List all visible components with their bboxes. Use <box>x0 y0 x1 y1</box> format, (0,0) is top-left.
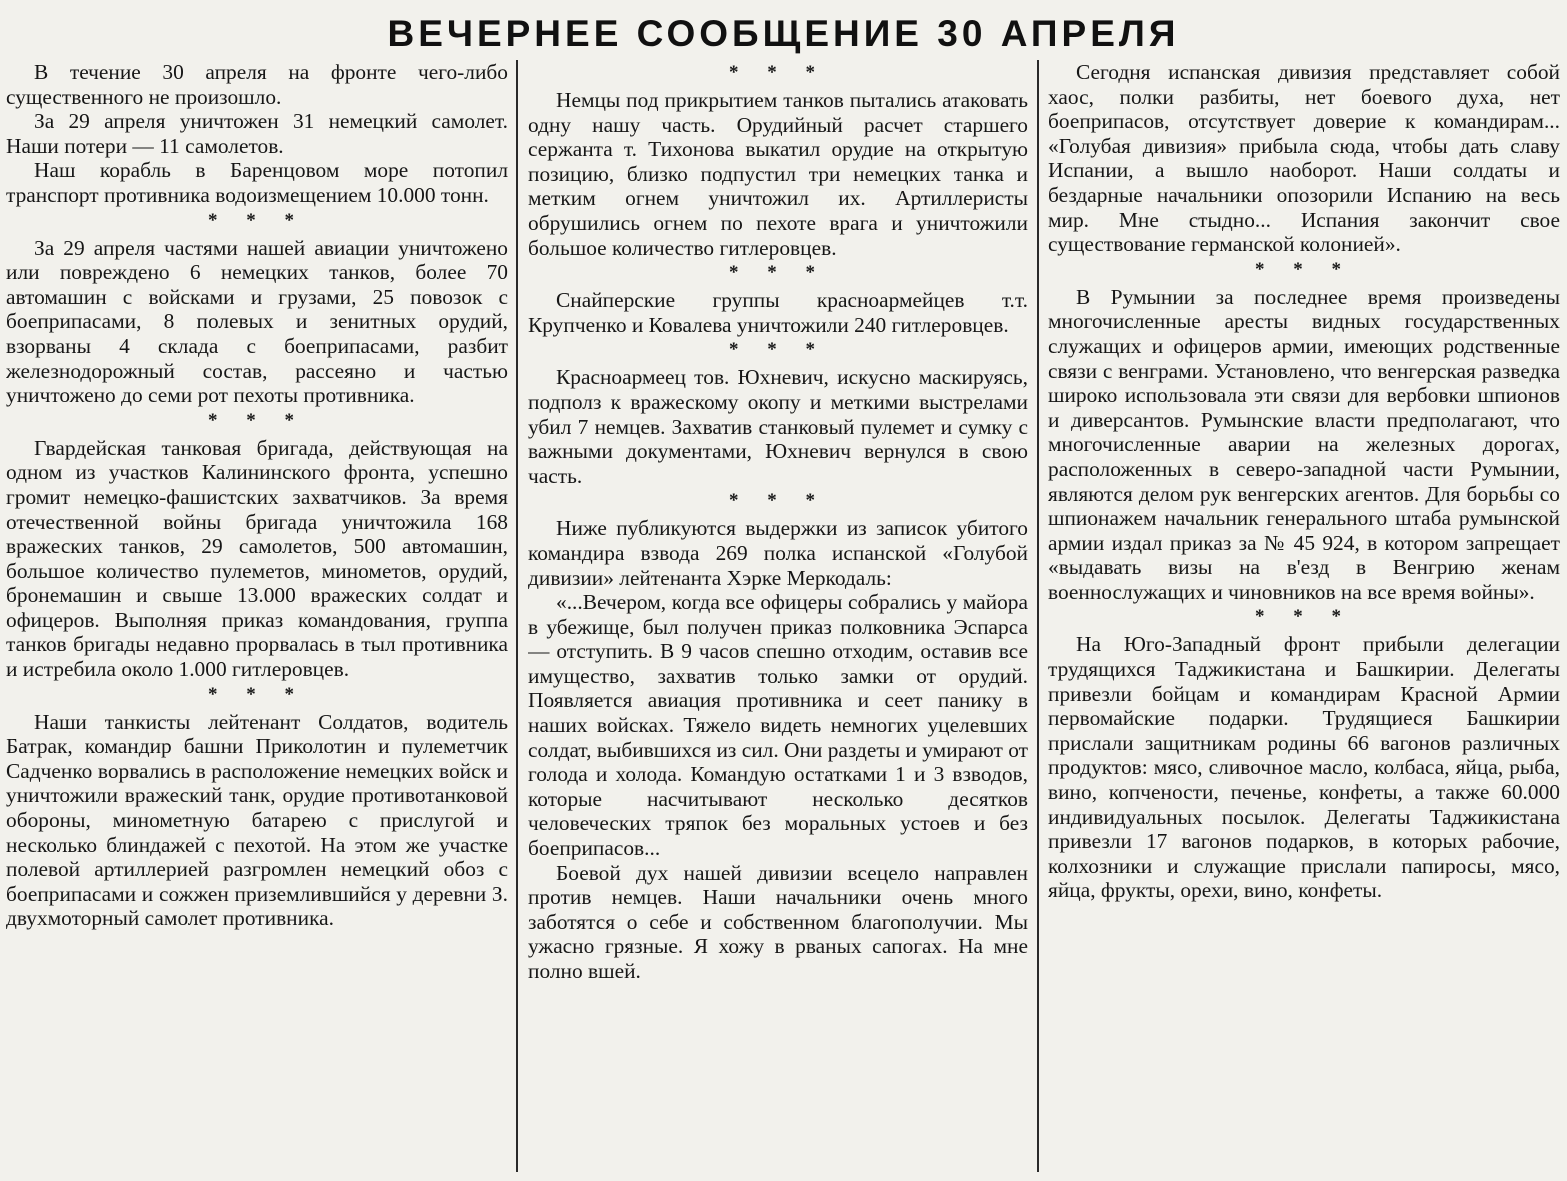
article-paragraph: Ниже публикуются выдержки из записок убитого командира взвода 269 полка испанской «Голубой дивизии» лейтенанта Хэрке Меркодаль: <box>528 516 1028 590</box>
article-paragraph: Боевой дух нашей дивизии всецело направлен против немцев. Наши начальники очень много заботятся о себе и собственном благополучии. Мы ужасно грязные. Я хожу в рваных сапогах. На мне полно вшей. <box>528 860 1028 983</box>
article-paragraph: В Румынии за последнее время произведены многочисленные аресты видных государственных служащих и офицеров армии, имеющих родственные связи с венграми. Установлено, что венгерская разведка широко использовала эти связи для вербовки шпионов и диверсантов. Румынские власти предполагают, что многочисленные аварии на железных дорогах, расположенных в северо-западной части Румынии, являются делом рук венгерских агентов. Для борьбы со шпионажем начальник генерального штаба румынской армии издал приказ за № 45 924, в котором запрещает «выдавать визы на в'езд в Венгрию женам военнослужащих и чиновников на все время войны». <box>1048 284 1560 604</box>
article-paragraph: Сегодня испанская дивизия представляет собой хаос, полки разбиты, нет боевого духа, нет боеприпасов, отсутствует доверие к командирам... «Голубая дивизия» прибыла сюда, чтобы дать славу Испании, а вышло наоборот. Наши солдаты и бездарные начальники опозорили Испанию на весь мир. Мне стыдно... Испания закончит свое существование германской колонией». <box>1048 60 1560 257</box>
article-paragraph: Наш корабль в Баренцовом море потопил транспорт противника водоизмещением 10.000 тонн. <box>6 158 508 207</box>
article-paragraph: В течение 30 апреля на фронте чего-либо существенного не произошло. <box>6 60 508 109</box>
column-divider <box>1037 60 1039 1172</box>
column-3 <box>1048 60 1560 1175</box>
section-separator: * * * <box>208 683 306 705</box>
section-separator: * * * <box>1255 258 1353 280</box>
section-separator: * * * <box>1255 606 1353 628</box>
article-paragraph: За 29 апреля частями нашей авиации уничтожено или повреждено 6 немецких танков, более 70 автомашин с войсками и грузами, 25 повозок с боеприпасами, 8 полевых и зенитных орудий, взорваны 4 склада с боеприпасами, разбит железнодорожный состав, рассеяно и частью уничтожено до семи рот пехоты противника. <box>6 235 508 408</box>
article-paragraph: На Юго-Западный фронт прибыли делегации трудящихся Таджикистана и Башкирии. Делегаты привезли бойцам и командирам Красной Армии первомайские подарки. Трудящиеся Башкирии прислали защитникам родины 66 вагонов различных продуктов: мясо, сливочное масло, колбаса, яйца, рыба, вино, копчености, печенье, конфеты, а также 60.000 индивидуальных посылок. Делегаты Таджикистана привезли 17 вагонов подарков, в которых рабочие, колхозники и служащие прислали папиросы, мясо, яйца, фрукты, орехи, вино, конфеты. <box>1048 632 1560 903</box>
article-paragraph: Немцы под прикрытием танков пытались атаковать одну нашу часть. Орудийный расчет старшего сержанта т. Тихонова выкатил орудие на открытую позицию, близко подпустил три немецких танка и метким огнем уничтожил их. Артиллеристы обрушились огнем по пехоте врага и уничтожили большое количество гитлеровцев. <box>528 88 1028 260</box>
section-separator: * * * <box>729 490 827 512</box>
column-2 <box>528 60 1028 1175</box>
article-paragraph: Гвардейская танковая бригада, действующая на одном из участков Калининского фронта, успешно громит немецко-фашистских захватчиков. За время отечественной войны бригада уничтожила 168 вражеских танков, 29 самолетов, 500 автомашин, большое количество пулеметов, минометов, орудий, бронемашин и свыше 13.000 вражеских солдат и офицеров. Выполняя приказ командования, группа танков бригады недавно прорвалась в тыл противника и истребила около 1.000 гитлеровцев. <box>6 435 508 682</box>
section-separator: * * * <box>729 262 827 284</box>
article-paragraph: «...Вечером, когда все офицеры собрались у майора в убежище, был получен приказ полковника Эспарса — отступить. В 9 часов спешно отходим, оставив все имущество, захватив только замки от орудий. Появляется авиация противника и сеет панику в наших войсках. Тяжело видеть немногих уцелевших солдат, выбившихся из сил. Они раздеты и умирают от голода и холода. Командую остатками 1 и 3 взводов, которые насчитывают несколько десятков человеческих тряпок без моральных устоев и без боеприпасов... <box>528 590 1028 861</box>
page-headline: ВЕЧЕРНЕЕ СООБЩЕНИЕ 30 АПРЕЛЯ <box>387 13 1180 54</box>
article-paragraph: Красноармеец тов. Юхневич, искусно маскируясь, подполз к вражескому окопу и меткими выстрелами убил 7 немцев. Захватив станковый пулемет и сумку с важными документами, Юхневич вернулся в свою часть. <box>528 365 1028 488</box>
column-divider <box>516 60 518 1172</box>
article-paragraph: Наши танкисты лейтенант Солдатов, водитель Батрак, командир башни Приколотин и пулеметчик Садченко ворвались в расположение немецких войск и уничтожили вражеский танк, орудие противотанковой обороны, минометную батарею с прислугой и несколько блиндажей с пехотой. На этом же участке полевой артиллерией разгромлен немецкий обоз с боеприпасами и сожжен приземлившийся у деревни З. двухмоторный самолет противника. <box>6 709 508 931</box>
section-separator: * * * <box>208 409 306 431</box>
section-separator: * * * <box>729 62 827 83</box>
article-paragraph: За 29 апреля уничтожен 31 немецкий самолет. Наши потери — 11 самолетов. <box>6 109 508 158</box>
section-separator: * * * <box>208 209 306 231</box>
article-paragraph: Снайперские группы красноармейцев т.т. Крупченко и Ковалева уничтожили 240 гитлеровцев. <box>528 288 1028 337</box>
column-1 <box>6 60 508 1175</box>
section-separator: * * * <box>729 339 827 361</box>
